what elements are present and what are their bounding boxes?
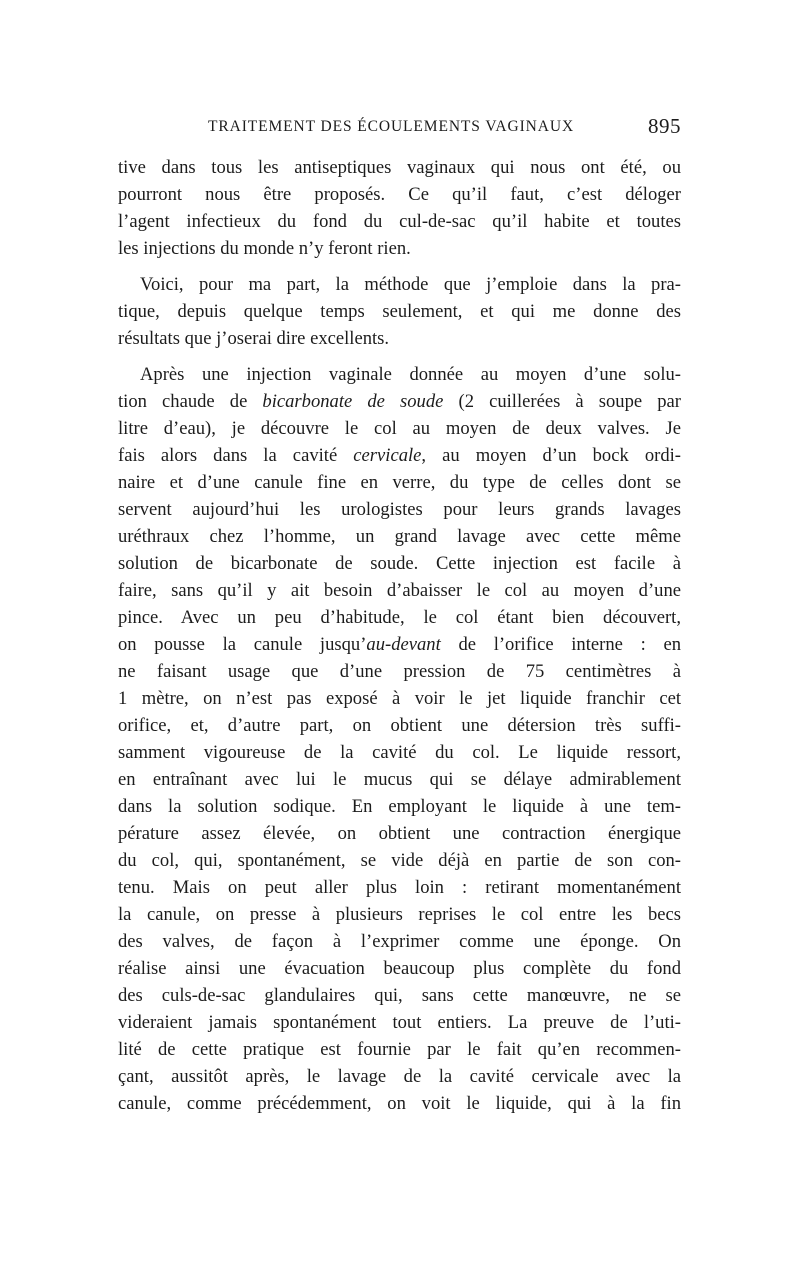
paragraph-gap <box>118 352 681 361</box>
text-run: solution de bicarbonate de soude. Cette injection est facile à <box>118 553 681 574</box>
paragraph-3-line-8 <box>118 550 681 577</box>
paragraph-1-line-1: tive dans tous les antiseptiques vaginaux qui nous ont été, ou <box>118 157 681 178</box>
paragraph-3-line-16 <box>118 766 681 793</box>
paragraph-3-line-1 <box>118 361 681 388</box>
body-text <box>118 154 681 1117</box>
paragraph-2-line-2: tique, depuis quelque temps seulement, et qui me donne des <box>118 301 681 322</box>
paragraph-3-line-18 <box>118 820 681 847</box>
paragraph-3-line-12 <box>118 658 681 685</box>
paragraph-3-line-19 <box>118 847 681 874</box>
paragraph-3-line-11 <box>118 631 681 658</box>
paragraph-3-line-24 <box>118 982 681 1009</box>
paragraph-3-line-14 <box>118 712 681 739</box>
text-run: pince. Avec un peu d’habitude, le col étant bien découvert, <box>118 607 681 628</box>
paragraph-3-line-17 <box>118 793 681 820</box>
italic-term-au-devant: au-devant <box>366 634 441 655</box>
text-run: Après une injection vaginale donnée au moyen d’une solu- <box>140 364 681 385</box>
text-run: du col, qui, spontanément, se vide déjà en partie de son con- <box>118 850 681 871</box>
text-run: réalise ainsi une évacuation beaucoup plus complète du fond <box>118 958 681 979</box>
text-run: uréthraux chez l’homme, un grand lavage avec cette même <box>118 526 681 547</box>
paragraph-1-line-4: les injections du monde n’y feront rien. <box>118 238 411 259</box>
text-run: tenu. Mais on peut aller plus loin : retirant momentanément <box>118 877 681 898</box>
italic-term-bicarbonate: bicarbonate de soude <box>262 391 444 412</box>
paragraph-3-line-7 <box>118 523 681 550</box>
text-run: naire et d’une canule fine en verre, du type de celles dont se <box>118 472 681 493</box>
paragraph-3-line-23 <box>118 955 681 982</box>
paragraph-3-line-22 <box>118 928 681 955</box>
text-run: samment vigoureuse de la cavité du col. Le liquide ressort, <box>118 742 681 763</box>
text-run: des culs-de-sac glandulaires qui, sans cette manœuvre, ne se <box>118 985 681 1006</box>
text-run: pérature assez élevée, on obtient une contraction énergique <box>118 823 681 844</box>
italic-term-cervicale: cervicale <box>353 445 422 466</box>
paragraph-3-line-9 <box>118 577 681 604</box>
paragraph-3-line-27 <box>118 1063 681 1090</box>
text-run: lité de cette pratique est fournie par le fait qu’en recommen- <box>118 1039 681 1060</box>
paragraph-gap <box>118 262 681 271</box>
running-header <box>118 114 681 144</box>
paragraph-3-line-5 <box>118 469 681 496</box>
text-run: (2 cuillerées à soupe par <box>443 391 681 412</box>
text-run: litre d’eau), je découvre le col au moyen de deux valves. Je <box>118 418 681 439</box>
running-title: TRAITEMENT DES ÉCOULEMENTS VAGINAUX <box>208 118 575 135</box>
paragraph-3-line-13 <box>118 685 681 712</box>
paragraph-2-line-3: résultats que j’oserai dire excellents. <box>118 328 390 349</box>
paragraph-3-line-10 <box>118 604 681 631</box>
text-run: la canule, on presse à plusieurs reprises le col entre les becs <box>118 904 681 925</box>
page-number: 895 <box>648 114 681 138</box>
text-run: ne faisant usage que d’une pression de 75 centimètres à <box>118 661 681 682</box>
paragraph-3-line-6 <box>118 496 681 523</box>
text-run: faire, sans qu’il y ait besoin d’abaisser le col au moyen d’une <box>118 580 681 601</box>
paragraph-3-line-26 <box>118 1036 681 1063</box>
text-run: en entraînant avec lui le mucus qui se délaye admirablement <box>118 769 681 790</box>
text-run: orifice, et, d’autre part, on obtient une détersion très suffi- <box>118 715 681 736</box>
text-run: servent aujourd’hui les urologistes pour leurs grands lavages <box>118 499 681 520</box>
text-run: fais alors dans la cavité <box>118 445 354 466</box>
text-run: dans la solution sodique. En employant le liquide à une tem- <box>118 796 681 817</box>
paragraph-2-line-1: Voici, pour ma part, la méthode que j’emploie dans la pra- <box>140 274 681 295</box>
text-run: 1 mètre, on n’est pas exposé à voir le jet liquide franchir cet <box>118 688 681 709</box>
text-run: , au moyen d’un bock ordi- <box>421 445 681 466</box>
paragraph-3-line-20 <box>118 874 681 901</box>
paragraph-3-line-15 <box>118 739 681 766</box>
paragraph-3-line-2 <box>118 388 681 415</box>
text-run: de l’orifice interne : en <box>440 634 681 655</box>
paragraph-3-line-21 <box>118 901 681 928</box>
paragraph-3-line-28 <box>118 1090 681 1117</box>
text-run: canule, comme précédemment, on voit le liquide, qui à la fin <box>118 1093 681 1114</box>
text-run: çant, aussitôt après, le lavage de la cavité cervicale avec la <box>118 1066 681 1087</box>
text-run: des valves, de façon à l’exprimer comme une éponge. On <box>118 931 681 952</box>
paragraph-3-line-4 <box>118 442 681 469</box>
paragraph-1-line-3: l’agent infectieux du fond du cul-de-sac qu’il habite et toutes <box>118 211 681 232</box>
text-run: tion chaude de <box>118 391 263 412</box>
text-run: on pousse la canule jusqu’ <box>118 634 367 655</box>
paragraph-1-line-2: pourront nous être proposés. Ce qu’il faut, c’est déloger <box>118 184 681 205</box>
paragraph-3-line-3 <box>118 415 681 442</box>
paragraph-3-line-25 <box>118 1009 681 1036</box>
text-run: videraient jamais spontanément tout entiers. La preuve de l’uti- <box>118 1012 681 1033</box>
